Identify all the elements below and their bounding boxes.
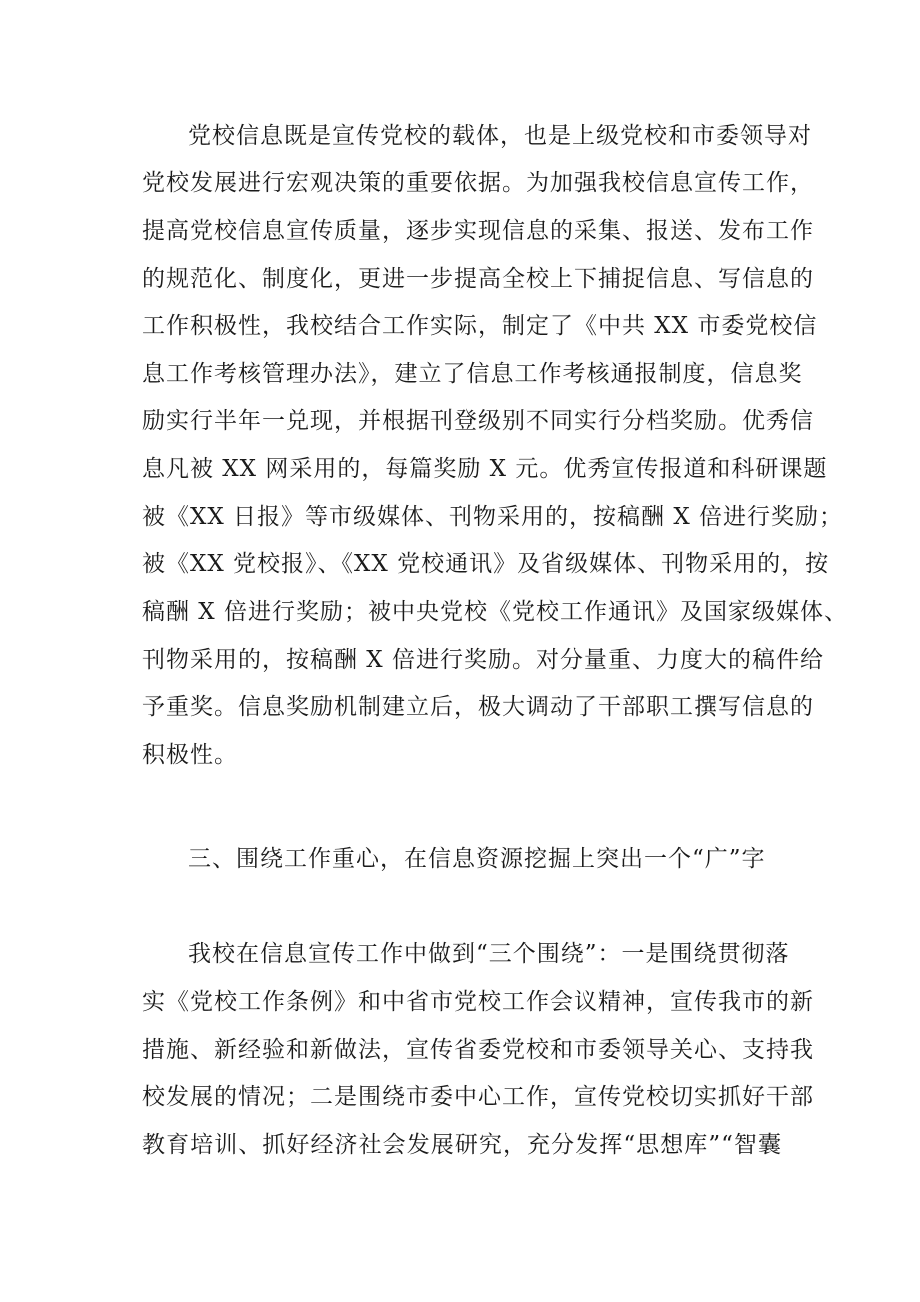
paragraph-2-line: 实《党校工作条例》和中省市党校工作会议精神，宣传我市的新: [142, 989, 814, 1015]
paragraph-1-line: 予重奖。信息奖励机制建立后，极大调动了干部职工撰写信息的: [142, 694, 814, 720]
paragraph-1-line: 息工作考核管理办法》，建立了信息工作考核通报制度，信息奖: [142, 361, 803, 387]
section-heading: 三、围绕工作重心，在信息资源挖掘上突出一个“广”字: [188, 846, 766, 872]
paragraph-1-line: 积极性。: [142, 742, 238, 768]
paragraph-1-line: 党校发展进行宏观决策的重要依据。为加强我校信息宣传工作，: [142, 170, 814, 196]
paragraph-1-line: 被《XX 党校报》、《XX 党校通讯》及省级媒体、刊物采用的，按: [142, 551, 830, 577]
paragraph-1-line: 工作积极性，我校结合工作实际，制定了《中共 XX 市委党校信: [142, 313, 818, 339]
paragraph-2-line: 措施、新经验和新做法，宣传省委党校和市委领导关心、支持我: [142, 1037, 814, 1063]
paragraph-1-line: 党校信息既是宣传党校的载体，也是上级党校和市委领导对: [188, 123, 812, 149]
paragraph-2-line: 我校在信息宣传工作中做到“三个围绕”：一是围绕贯彻落: [188, 941, 790, 967]
paragraph-2-line: 教育培训、抓好经济社会发展研究，充分发挥“思想库”“智囊: [142, 1132, 782, 1158]
paragraph-1-line: 被《XX 日报》等市级媒体、刊物采用的，按稿酬 X 倍进行奖励；: [142, 504, 844, 530]
paragraph-1-line: 提高党校信息宣传质量，逐步实现信息的采集、报送、发布工作: [142, 218, 814, 244]
paragraph-1-line: 励实行半年一兑现，并根据刊登级别不同实行分档奖励。优秀信: [142, 408, 814, 434]
paragraph-1-line: 稿酬 X 倍进行奖励；被中央党校《党校工作通讯》及国家级媒体、: [142, 599, 848, 625]
paragraph-1-line: 息凡被 XX 网采用的，每篇奖励 X 元。优秀宣传报道和科研课题: [142, 456, 828, 482]
paragraph-1-line: 的规范化、制度化，更进一步提高全校上下捕捉信息、写信息的: [142, 266, 814, 292]
paragraph-2-line: 校发展的情况；二是围绕市委中心工作，宣传党校切实抓好干部: [142, 1084, 814, 1110]
paragraph-1-line: 刊物采用的，按稿酬 X 倍进行奖励。对分量重、力度大的稿件给: [142, 647, 824, 673]
